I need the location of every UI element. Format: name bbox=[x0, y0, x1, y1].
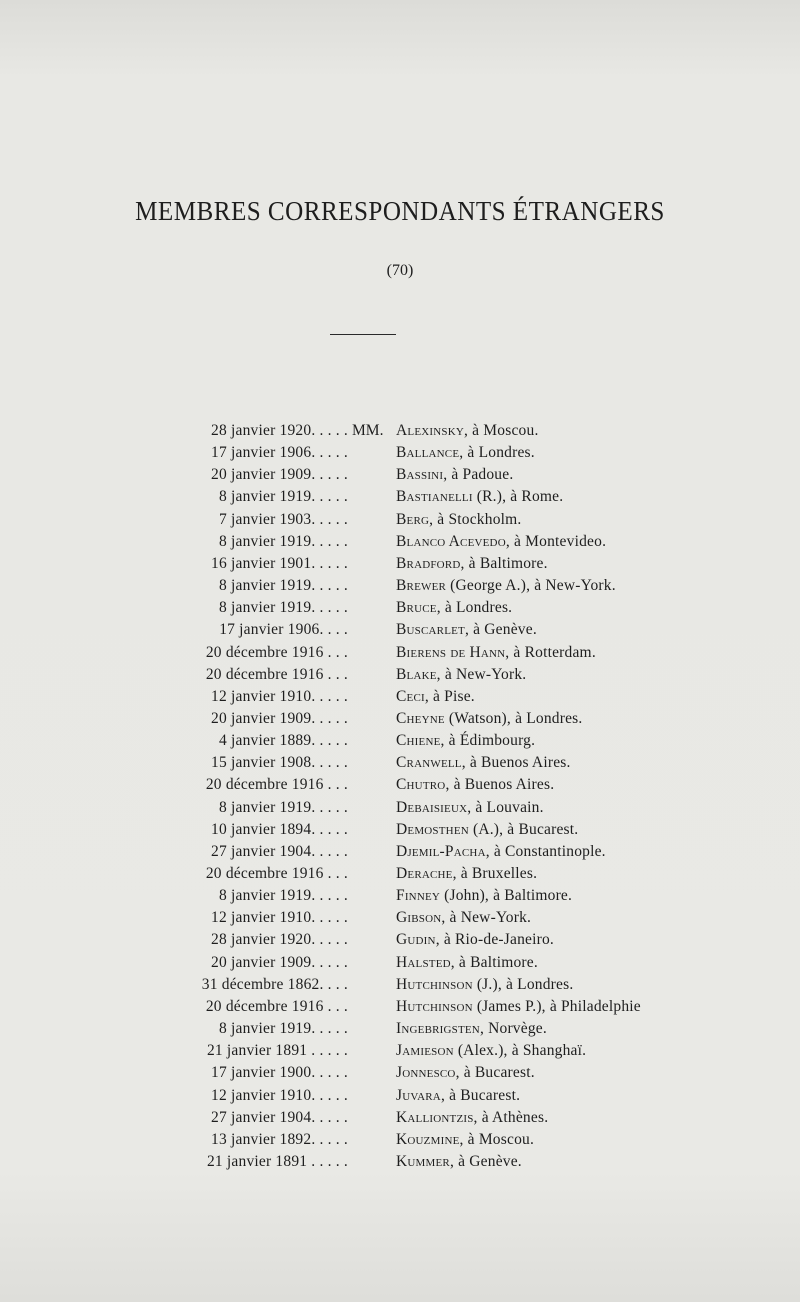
election-date: 8 janvier 1919. . . . . bbox=[218, 488, 348, 506]
election-date: 20 décembre 1916 . . . bbox=[205, 665, 348, 683]
member-name: Ingebrigsten, Norvège. bbox=[396, 1020, 547, 1038]
election-date: 20 décembre 1916 . . . bbox=[205, 643, 348, 661]
election-date: 8 janvier 1919. . . . . bbox=[218, 532, 348, 550]
list-item bbox=[0, 730, 800, 752]
election-date: 7 janvier 1903. . . . . bbox=[218, 510, 348, 528]
list-item bbox=[0, 774, 800, 796]
member-name: Jamieson (Alex.), à Shanghaï. bbox=[396, 1042, 587, 1060]
list-item bbox=[0, 531, 800, 553]
election-date: 21 janvier 1891 . . . . . bbox=[206, 1152, 348, 1170]
list-item bbox=[0, 952, 800, 974]
list-item bbox=[0, 929, 800, 951]
member-name: Cheyne (Watson), à Londres. bbox=[396, 709, 583, 727]
member-name: Blanco Acevedo, à Montevideo. bbox=[396, 532, 607, 550]
list-item bbox=[0, 442, 800, 464]
election-date: 20 décembre 1916 . . . bbox=[205, 997, 348, 1015]
page-title: MEMBRES CORRESPONDANTS ÉTRANGERS bbox=[135, 196, 665, 226]
list-item bbox=[0, 486, 800, 508]
election-date: 20 décembre 1916 . . . bbox=[205, 776, 348, 794]
list-item bbox=[0, 575, 800, 597]
list-item bbox=[0, 1151, 800, 1173]
member-name: Gibson, à New-York. bbox=[396, 909, 532, 927]
election-date: 20 janvier 1909. . . . . bbox=[211, 953, 348, 971]
list-item bbox=[0, 708, 800, 730]
list-item bbox=[0, 752, 800, 774]
list-item bbox=[0, 420, 800, 442]
list-item bbox=[0, 1018, 800, 1040]
member-count: (70) bbox=[386, 262, 414, 279]
member-name: Hutchinson (James P.), à Philadelphie bbox=[396, 997, 641, 1015]
divider-rule bbox=[330, 334, 396, 335]
list-item bbox=[0, 553, 800, 575]
election-date: 12 janvier 1910. . . . . bbox=[211, 909, 348, 927]
election-date: 15 janvier 1908. . . . . bbox=[211, 754, 348, 772]
election-date: 28 janvier 1920. . . . . bbox=[211, 931, 348, 949]
election-date: 8 janvier 1919. . . . . bbox=[218, 577, 348, 595]
list-item bbox=[0, 642, 800, 664]
election-date: 4 janvier 1889. . . . . bbox=[218, 732, 348, 750]
member-name: Finney (John), à Baltimore. bbox=[396, 887, 573, 905]
list-item bbox=[0, 907, 800, 929]
election-date: 12 janvier 1910. . . . . bbox=[211, 1086, 348, 1104]
member-name: Kummer, à Genève. bbox=[396, 1152, 522, 1170]
list-item bbox=[0, 974, 800, 996]
member-name: Debaisieux, à Louvain. bbox=[396, 798, 544, 816]
member-name: Kalliontzis, à Athènes. bbox=[396, 1108, 549, 1126]
list-item bbox=[0, 464, 800, 486]
member-name: Djemil-Pacha, à Constantinople. bbox=[396, 842, 606, 860]
election-date: 20 janvier 1909. . . . . bbox=[211, 709, 348, 727]
member-name: Kouzmine, à Moscou. bbox=[396, 1130, 535, 1148]
list-item bbox=[0, 1062, 800, 1084]
list-item bbox=[0, 1107, 800, 1129]
member-name: Bastianelli (R.), à Rome. bbox=[396, 488, 564, 506]
list-item bbox=[0, 885, 800, 907]
honorific-prefix: MM. bbox=[352, 422, 384, 439]
election-date: 8 janvier 1919. . . . . bbox=[218, 798, 348, 816]
member-name: Bradford, à Baltimore. bbox=[396, 554, 548, 572]
election-date: 8 janvier 1919. . . . . bbox=[218, 887, 348, 905]
member-name: Hutchinson (J.), à Londres. bbox=[396, 975, 574, 993]
election-date: 21 janvier 1891 . . . . . bbox=[206, 1042, 348, 1060]
member-name: Chutro, à Buenos Aires. bbox=[396, 776, 555, 794]
list-item bbox=[0, 797, 800, 819]
member-name: Bruce, à Londres. bbox=[396, 599, 513, 617]
election-date: 31 décembre 1862. . . . bbox=[201, 975, 348, 993]
election-date: 20 décembre 1916 . . . bbox=[205, 865, 348, 882]
election-date: 12 janvier 1910. . . . . bbox=[211, 687, 348, 705]
list-item bbox=[0, 509, 800, 531]
election-date: 8 janvier 1919. . . . . bbox=[218, 599, 348, 617]
list-item bbox=[0, 619, 800, 641]
list-item bbox=[0, 1085, 800, 1107]
member-name: Jonnesco, à Bucarest. bbox=[396, 1064, 535, 1082]
member-name: Brewer (George A.), à New-York. bbox=[396, 577, 616, 595]
list-item bbox=[0, 686, 800, 708]
election-date: 27 janvier 1904. . . . . bbox=[211, 1108, 348, 1126]
list-item bbox=[0, 1040, 800, 1062]
member-name: Demosthen (A.), à Bucarest. bbox=[396, 820, 579, 838]
member-name: Berg, à Stockholm. bbox=[396, 510, 522, 528]
member-name: Buscarlet, à Genève. bbox=[396, 621, 537, 639]
member-name: Chiene, à Édimbourg. bbox=[396, 732, 536, 750]
election-date: 20 janvier 1909. . . . . bbox=[211, 466, 348, 484]
election-date: 28 janvier 1920. . . . . bbox=[211, 422, 348, 439]
election-date: 17 janvier 1906. . . . bbox=[219, 621, 348, 639]
member-name: Gudin, à Rio-de-Janeiro. bbox=[396, 931, 554, 949]
list-item bbox=[0, 819, 800, 841]
list-item bbox=[0, 841, 800, 863]
list-item bbox=[0, 664, 800, 686]
list-item bbox=[0, 1129, 800, 1151]
list-item bbox=[0, 597, 800, 619]
member-name: Bassini, à Padoue. bbox=[396, 466, 514, 484]
election-date: 13 janvier 1892. . . . . bbox=[211, 1130, 348, 1148]
list-item bbox=[0, 863, 800, 885]
member-name: Juvara, à Bucarest. bbox=[396, 1086, 521, 1104]
member-name: Blake, à New-York. bbox=[396, 665, 527, 683]
member-name: Derache, à Bruxelles. bbox=[396, 865, 538, 882]
election-date: 8 janvier 1919. . . . . bbox=[218, 1020, 348, 1038]
election-date: 10 janvier 1894. . . . . bbox=[211, 820, 348, 838]
member-name: Cranwell, à Buenos Aires. bbox=[396, 754, 571, 772]
election-date: 17 janvier 1906. . . . . bbox=[211, 444, 348, 462]
list-item bbox=[0, 996, 800, 1018]
member-name: Bierens de Hann, à Rotterdam. bbox=[396, 643, 596, 661]
member-name: Ballance, à Londres. bbox=[396, 444, 535, 462]
member-name: Ceci, à Pise. bbox=[396, 687, 475, 705]
election-date: 16 janvier 1901. . . . . bbox=[211, 554, 348, 572]
member-name: Alexinsky, à Moscou. bbox=[396, 422, 539, 439]
election-date: 17 janvier 1900. . . . . bbox=[211, 1064, 348, 1082]
election-date: 27 janvier 1904. . . . . bbox=[211, 842, 348, 860]
member-name: Halsted, à Baltimore. bbox=[396, 953, 538, 971]
